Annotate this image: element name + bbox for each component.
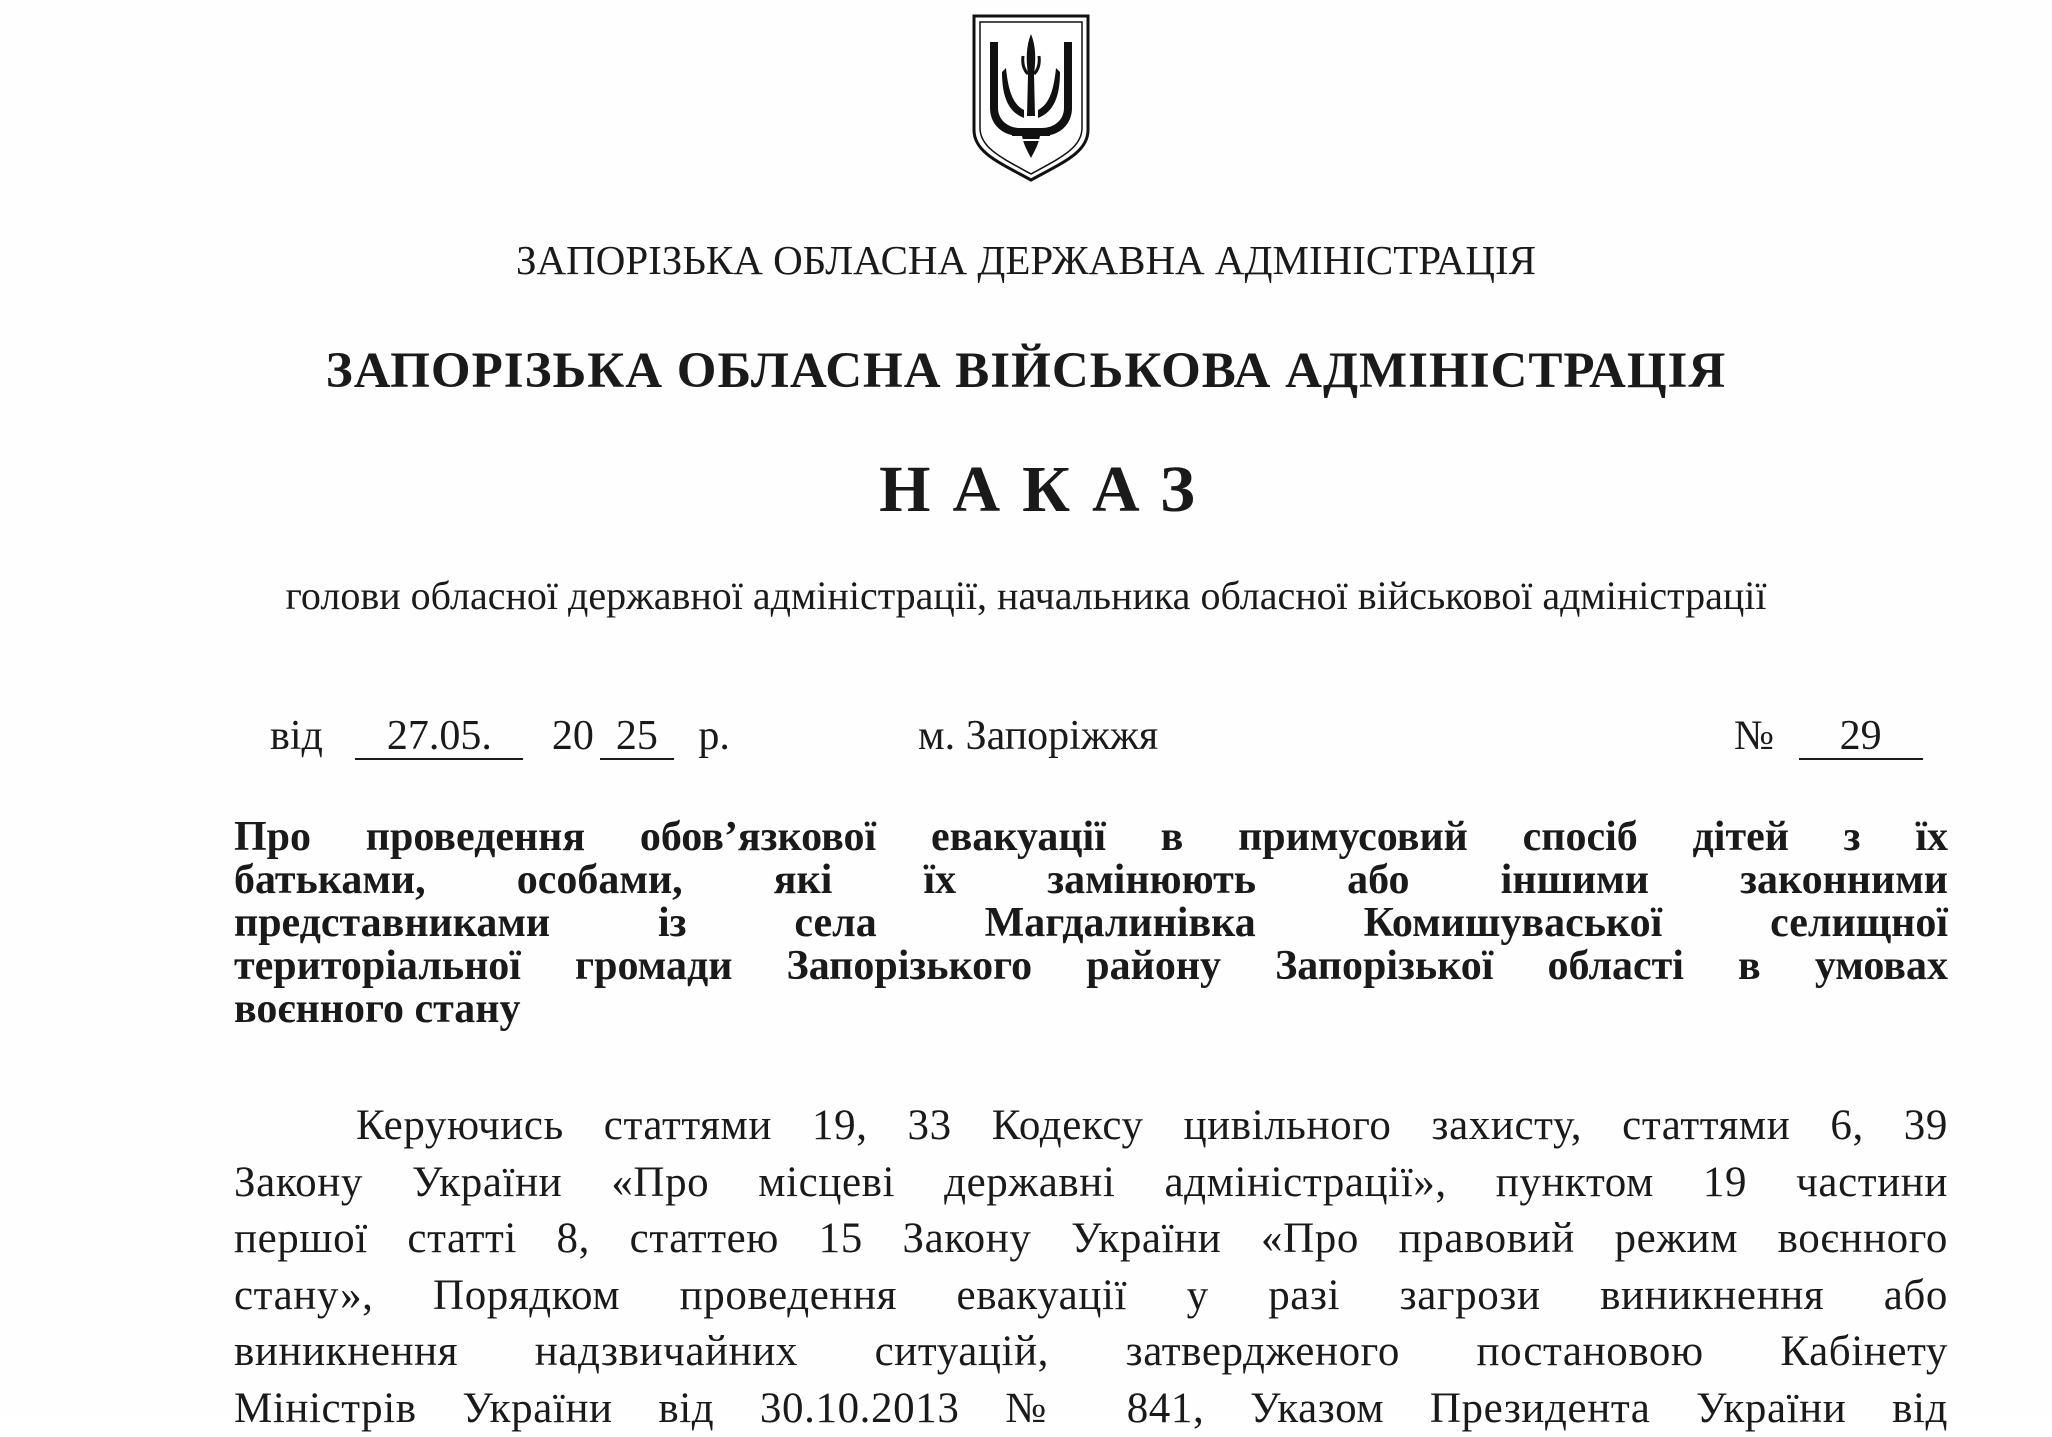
body-line: Керуючись статтями 19, 33 Кодексу цивільного захисту, статтями 6, 39 (234, 1098, 1948, 1155)
year-suffix: 25 (600, 714, 674, 760)
document-subject (234, 816, 1948, 1031)
year-unit: р. (698, 713, 730, 759)
document-body (234, 1098, 1948, 1437)
year-prefix: 20 (552, 713, 594, 759)
subject-line: представниками із села Магдалинівка Комишуваської селищної (234, 902, 1948, 945)
order-number: 29 (1799, 714, 1923, 760)
date-from-label: від (270, 713, 323, 759)
document-issuer: голови обласної державної адміністрації, начальника обласної військової адміністрації (0, 572, 2052, 619)
org-state-name: ЗАПОРІЗЬКА ОБЛАСНА ДЕРЖАВНА АДМІНІСТРАЦІЯ (0, 236, 2052, 284)
body-line: Міністрів України від 30.10.2013 № 841, Указом Президента України від (234, 1381, 1948, 1437)
number-label: № (1734, 713, 1774, 759)
document-type-title: НАКАЗ (0, 452, 2052, 528)
subject-line: територіальної громади Запорізького району Запорізької області в умовах (234, 945, 1948, 988)
city-name: м. Запоріжжя (918, 712, 1158, 760)
subject-line: батьками, особами, які їх замінюють або іншими законними (234, 859, 1948, 902)
org-military-name: ЗАПОРІЗЬКА ОБЛАСНА ВІЙСЬКОВА АДМІНІСТРАЦІЯ (0, 342, 2052, 400)
date-day-month: 27.05. (355, 714, 523, 760)
body-line: першої статті 8, статтею 15 Закону України «Про правовий режим воєнного (234, 1211, 1948, 1268)
order-number-field (1734, 712, 1923, 760)
trident-emblem-icon (968, 12, 1094, 184)
body-line: стану», Порядком проведення евакуації у разі загрози виникнення або (234, 1268, 1948, 1325)
subject-line: Про проведення обов’язкової евакуації в примусовий спосіб дітей з їх (234, 816, 1948, 859)
date-field (270, 712, 730, 760)
subject-line: воєнного стану (234, 988, 1948, 1031)
body-line: Закону України «Про місцеві державні адміністрації», пунктом 19 частини (234, 1155, 1948, 1212)
body-line: виникнення надзвичайних ситуацій, затвердженого постановою Кабінету (234, 1324, 1948, 1381)
